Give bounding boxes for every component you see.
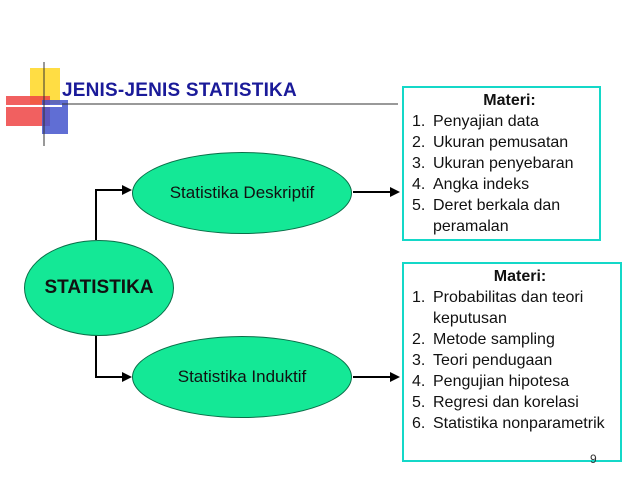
- materi-box-induktif: [402, 262, 622, 462]
- arrowhead-box1: [390, 187, 400, 197]
- item-number: 5.: [412, 197, 426, 214]
- item-number: 2.: [412, 331, 426, 348]
- list-item: [412, 392, 614, 413]
- item-number: 4.: [412, 373, 426, 390]
- item-number: 6.: [412, 415, 426, 432]
- item-text: Metode sampling: [433, 331, 555, 348]
- item-text: Regresi dan korelasi: [433, 394, 579, 411]
- list-item: [412, 153, 593, 174]
- item-number: 1.: [412, 113, 426, 130]
- corner-decoration-icon: [6, 62, 68, 146]
- page-number: 9: [590, 452, 597, 466]
- arrowhead-deskriptif: [122, 185, 132, 195]
- arrowhead-box2: [390, 372, 400, 382]
- list-item: [412, 287, 614, 329]
- item-text: Angka indeks: [433, 176, 530, 193]
- node-statistika-deskriptif: Statistika Deskriptif: [132, 152, 352, 234]
- connector-root-induktif: [96, 334, 128, 377]
- node-statistika: STATISTIKA: [24, 240, 174, 336]
- list-item: [412, 132, 593, 153]
- list-item: [412, 329, 614, 350]
- arrowhead-induktif: [122, 372, 132, 382]
- list-item: [412, 195, 593, 237]
- list-item: [412, 371, 614, 392]
- item-number: 4.: [412, 176, 426, 193]
- item-number: 5.: [412, 394, 426, 411]
- item-text: Probabilitas dan teori keputusan: [433, 289, 584, 327]
- item-text: Penyajian data: [433, 113, 539, 130]
- node-statistika-induktif: Statistika Induktif: [132, 336, 352, 418]
- item-number: 2.: [412, 134, 426, 151]
- list-item: [412, 350, 614, 371]
- materi-list: [412, 111, 593, 237]
- item-text: Teori pendugaan: [433, 352, 553, 369]
- list-item: [412, 413, 614, 434]
- item-text: Ukuran pemusatan: [433, 134, 569, 151]
- item-number: 1.: [412, 289, 426, 306]
- slide-title: JENIS-JENIS STATISTIKA: [62, 80, 297, 101]
- item-number: 3.: [412, 352, 426, 369]
- item-text: Ukuran penyebaran: [433, 155, 574, 172]
- list-item: [412, 174, 593, 195]
- item-text: Deret berkala dan peramalan: [433, 197, 561, 235]
- item-text: Pengujian hipotesa: [433, 373, 570, 390]
- item-text: Statistika nonparametrik: [433, 415, 605, 432]
- materi-heading: Materi:: [493, 268, 547, 285]
- list-item: [412, 111, 593, 132]
- item-number: 3.: [412, 155, 426, 172]
- materi-box-deskriptif: [402, 86, 601, 241]
- connector-root-deskriptif: [96, 190, 128, 240]
- materi-heading: Materi:: [483, 92, 536, 109]
- materi-list: [412, 287, 614, 434]
